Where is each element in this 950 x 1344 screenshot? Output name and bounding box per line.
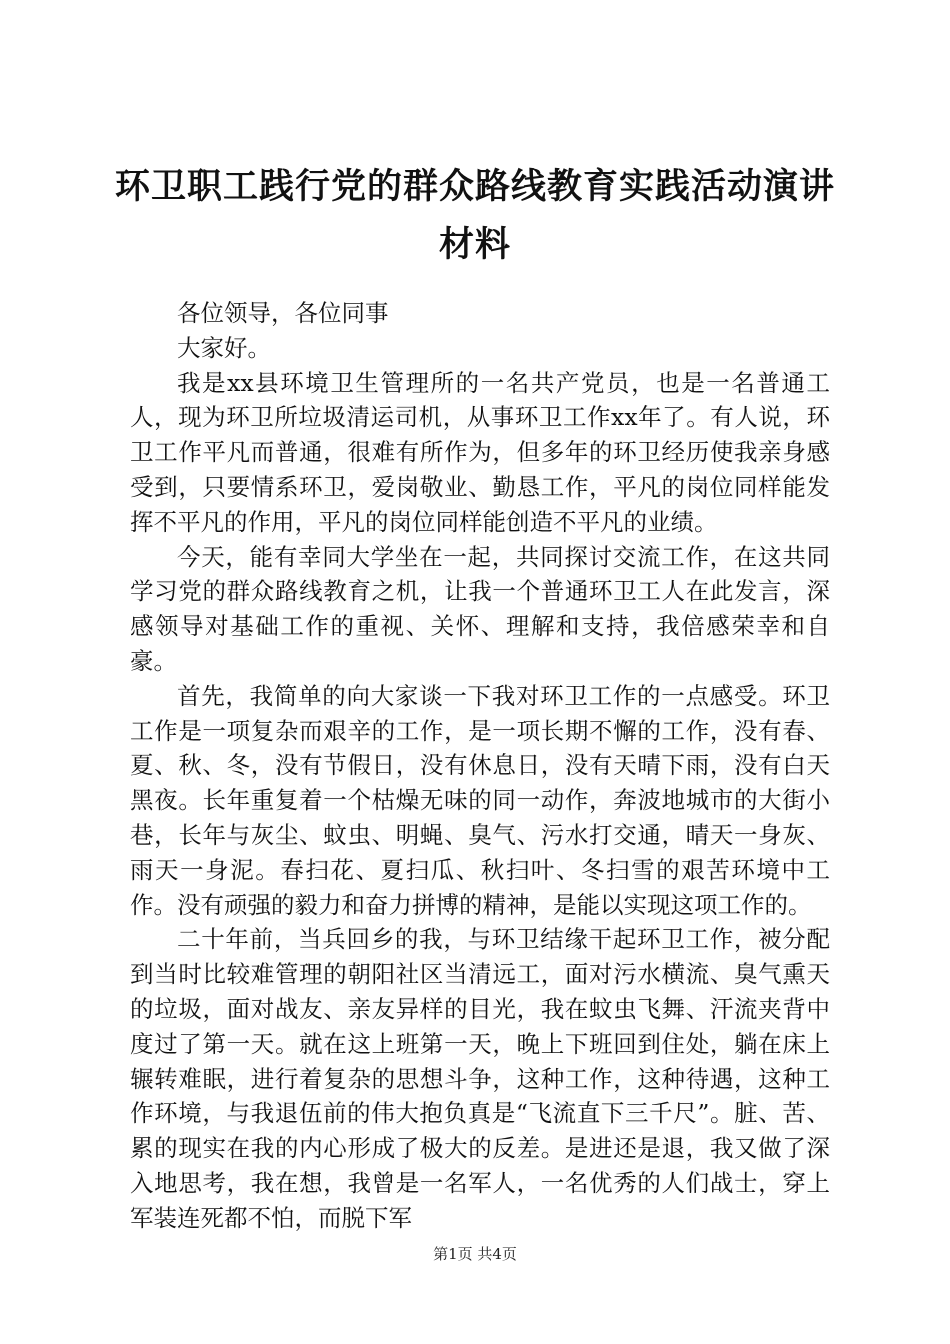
greeting: 大家好。 xyxy=(177,333,271,362)
salutation: 各位领导，各位同事 xyxy=(177,299,389,327)
document-title: 环卫职工践行党的群众路线教育实践活动演讲材料 xyxy=(114,166,835,265)
document-body xyxy=(130,296,830,1236)
page-number-footer: 第1页 共4页 xyxy=(433,1245,517,1263)
paragraph-twenty-years: 二十年前，当兵回乡的我，与环卫结缘干起环卫工作，被分配到当时比较难管理的朝阳社区当清远工，面对污水横流、臭气熏天的垃圾，面对战友、亲友异样的目光，我在蚊虫飞舞、汗流夹背中度过了第一天。就在这上班第一天，晚上下班回到住处，躺在床上辗转难眠，进行着复杂的思想斗争，这种工作，这种待遇，这种工作环境，与我退伍前的伟大抱负真是“飞流直下三千尺”。脏、苦、累的现实在我的内心形成了极大的反差。是进还是退，我又做了深入地思考，我在想，我曾是一名军人，一名优秀的人们战士，穿上军装连死都不怕，而脱下军 xyxy=(130,925,830,1232)
paragraph-intro: 我是xx县环境卫生管理所的一名共产党员，也是一名普通工人，现为环卫所垃圾清运司机，从事环卫工作xx年了。有人说，环卫工作平凡而普通，很难有所作为，但多年的环卫经历使我亲身感受到，只要情系环卫，爱岗敬业、勤恳工作，平凡的岗位同样能发挥不平凡的作用，平凡的岗位同样能创造不平凡的业绩。 xyxy=(130,368,830,536)
paragraph-today: 今天，能有幸同大学坐在一起，共同探讨交流工作，在这共同学习党的群众路线教育之机，让我一个普通环卫工人在此发言，深感领导对基础工作的重视、关怀、理解和支持，我倍感荣幸和自豪。 xyxy=(130,542,830,675)
paragraph-feelings: 首先，我简单的向大家谈一下我对环卫工作的一点感受。环卫工作是一项复杂而艰辛的工作，是一项长期不懈的工作，没有春、夏、秋、冬，没有节假日，没有休息日，没有天晴下雨，没有白天黑夜。长年重复着一个枯燥无味的同一动作，奔波地城市的大街小巷，长年与灰尘、蚊虫、明蝇、臭气、污水打交通，晴天一身灰、雨天一身泥。春扫花、夏扫瓜、秋扫叶、冬扫雪的艰苦环境中工作。没有顽强的毅力和奋力拼博的精神，是能以实现这项工作的。 xyxy=(130,681,830,919)
